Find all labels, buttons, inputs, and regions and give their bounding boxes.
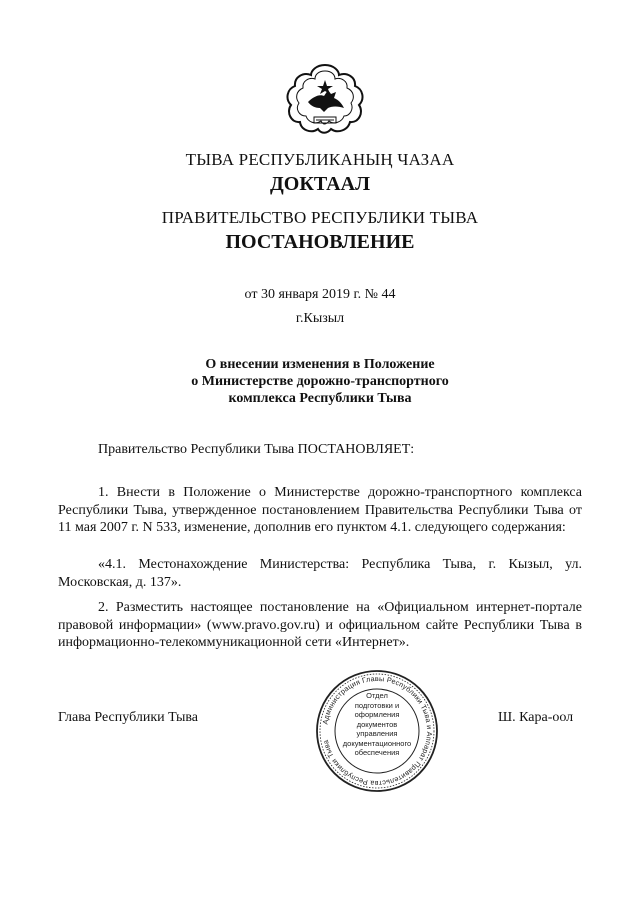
- signatory-position: Глава Республики Тыва: [58, 710, 199, 725]
- tyva-doc-type: ДОКТААЛ: [270, 173, 370, 195]
- paragraph-text: 1. Внести в Положение о Министерстве дорожно-транспортного комплекса Республики Тыва, утвержденное постановлением Правительства Республики Тыва от 11 мая 2007 г. N 533, изменение, дополнив его пунктом 4.1. следующего содержания:: [58, 485, 582, 535]
- paragraph-text: 2. Разместить настоящее постановление на «Официальном интернет-портале правовой информации» (www.pravo.gov.ru) и официальном сайте Республики Тыва в информационно-телекоммуникационной сети «Интернет».: [58, 600, 582, 650]
- seal-line: управления: [356, 729, 398, 738]
- paragraph-3: [58, 599, 582, 652]
- emblem-icon: [284, 62, 366, 136]
- tyva-government-heading: ТЫВА РЕСПУБЛИКАНЫҢ ЧАЗАА: [185, 150, 455, 169]
- title-line: о Министерстве дорожно-транспортного: [191, 374, 449, 389]
- title-line: комплекса Республики Тыва: [228, 391, 412, 406]
- paragraph-1: [58, 484, 582, 537]
- title-line: О внесении изменения в Положение: [205, 357, 435, 372]
- seal-line: Отдел: [366, 691, 388, 700]
- signatory-name: Ш. Кара-оол: [498, 710, 574, 725]
- paragraph-2: [58, 556, 582, 591]
- seal-line: оформления документов: [354, 710, 400, 729]
- city: г.Кызыл: [295, 311, 345, 326]
- seal-line: подготовки и: [354, 700, 400, 710]
- document-title: [0, 356, 640, 407]
- resolution-intro: Правительство Республики Тыва ПОСТАНОВЛЯЕТ:: [98, 442, 415, 457]
- paragraph-text: «4.1. Местонахождение Министерства: Республика Тыва, г. Кызыл, ул. Московская, д. 137».: [58, 557, 582, 590]
- seal-ring-text: Администрация Главы Республики Тыва и Аппарат Правительства Республики Тыва: [320, 673, 435, 789]
- seal-line: обеспечения: [354, 748, 400, 757]
- seal-line: документационного: [342, 738, 412, 748]
- date-number: от 30 января 2019 г. № 44: [244, 287, 396, 302]
- seal-center-text: [336, 691, 418, 758]
- government-heading: ПРАВИТЕЛЬСТВО РЕСПУБЛИКИ ТЫВА: [161, 208, 479, 227]
- doc-type: ПОСТАНОВЛЕНИЕ: [225, 231, 415, 253]
